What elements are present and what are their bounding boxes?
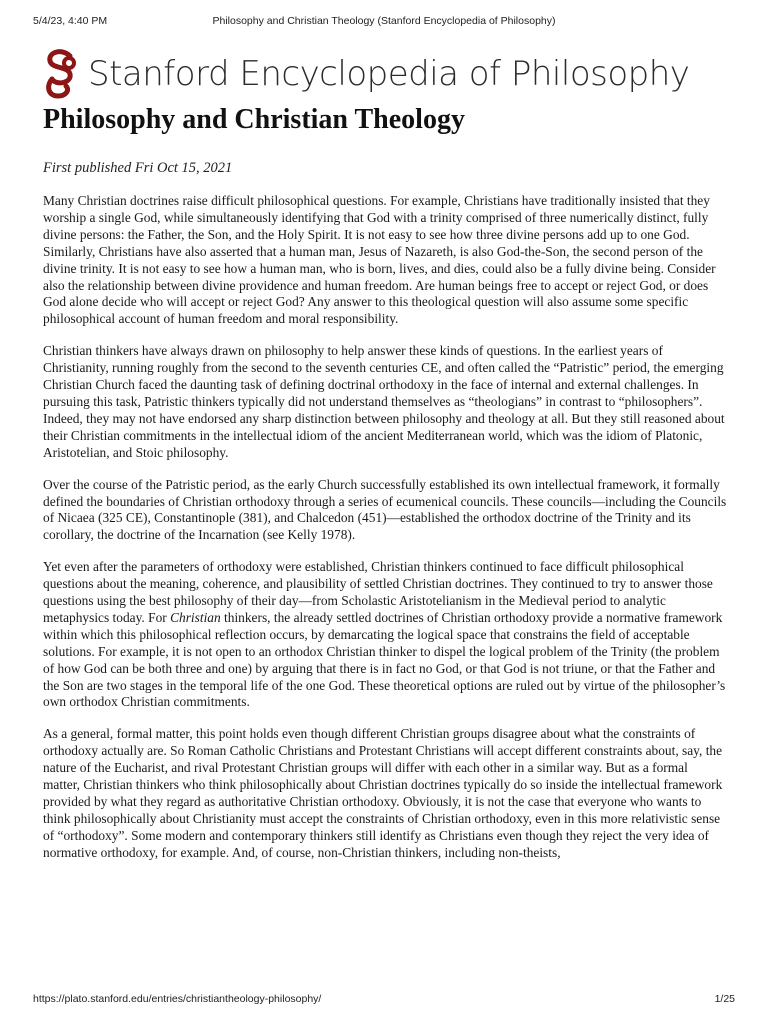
paragraph-5: As a general, formal matter, this point holds even though different Christian groups disagree about what the constraints of orthodoxy actually are. So Roman Catholic Christians and Protestant Christians will accept different constraints about, say, the nature of the Eucharist, and rival Protestant Christian groups will differ with each other in a similar way. But as a formal matter, Christian thinkers who think philosophically about Christian doctrines typically do so inside the intellectual framework provided by what they regard as authoritative Christian orthodoxy. Obviously, it is not the case that everyone who wants to think philosophically about Christianity must accept the constraints of Christian orthodoxy, even in this more relativistic sense of “orthodoxy”. Some modern and contemporary thinkers still identify as Christians even though they reject the very idea of normative orthodoxy, for example. And, of course, non-Christian thinkers, including non-theists, xyxy=(43,726,723,860)
site-logo[interactable] xyxy=(40,44,689,104)
paragraph-4 xyxy=(43,559,727,711)
paragraph-3: Over the course of the Patristic period, as the early Church successfully established its own intellectual framework, it formally defined the boundaries of Christian orthodoxy through a series of ecumenical councils. These councils—including the Councils of Nicaea (325 CE), Constantinople (381), and Chalcedon (451)—established the orthodox doctrine of the Trinity and its corollary, the doctrine of the Incarnation (see Kelly 1978). xyxy=(43,476,727,543)
print-footer xyxy=(33,993,735,1009)
paragraph-4-part-2: thinkers, the already settled doctrines of Christian orthodoxy provide a normative framework within which this philosophical reflection occurs, by demarcating the logical space that constrains the field of acceptable solutions. For example, it is not open to an orthodox Christian thinker to dispel the logical problem of the Trinity (the problem of how God can be both three and one) by arguing that there is in fact no God, or that God is not triune, or that the Father and the Son are two stages in the temporal life of the one God. These theoretical options are ruled out by virtue of the philosopher’s own orthodox Christian commitments. xyxy=(43,609,726,710)
paragraph-2: Christian thinkers have always drawn on philosophy to help answer these kinds of questions. In the earliest years of Christianity, running roughly from the second to the seventh centuries CE, and often called the “Patristic” period, the emerging Christian Church faced the daunting task of defining doctrinal orthodoxy in the face of internal and external challenges. In pursuing this task, Patristic thinkers typically did not understand themselves as “theologians” in contrast to “philosophers”. Indeed, they may not have endorsed any sharp distinction between philosophy and theology at all. But they still reasoned about their Christian commitments in the intellectual idiom of the ancient Mediterranean world, which was the idiom of Platonic, Aristotelian, and Stoic philosophy. xyxy=(43,343,725,460)
paragraph-4-part-1: Yet even after the parameters of orthodoxy were established, Christian thinkers continued to face difficult philosophical questions about the meaning, coherence, and plausibility of settled Christian doctrines. They continued to try to answer those questions using the best philosophy of their day—from Scholastic Aristotelianism in the Medieval period to analytic metaphysics today. For xyxy=(43,559,713,625)
entry-title: Philosophy and Christian Theology xyxy=(43,104,465,135)
article-preamble xyxy=(43,193,727,877)
publication-info: First published Fri Oct 15, 2021 xyxy=(43,160,233,176)
site-name: Stanford Encyclopedia of Philosophy xyxy=(88,54,690,94)
paragraph-4-emphasis: Christian xyxy=(170,609,221,625)
print-datetime: 5/4/23, 4:40 PM xyxy=(33,15,108,27)
sep-logo-icon xyxy=(40,46,82,102)
print-url[interactable]: https://plato.stanford.edu/entries/christiantheology-philosophy/ xyxy=(33,993,322,1005)
page-indicator: 1/25 xyxy=(714,993,735,1005)
paragraph-1: Many Christian doctrines raise difficult philosophical questions. For example, Christians have traditionally insisted that they worship a single God, while simultaneously identifying that God with a trinity comprised of three numerically distinct, fully divine persons: the Father, the Son, and the Holy Spirit. It is not easy to see how three divine persons add up to one God. Similarly, Christians have also asserted that a human man, Jesus of Nazareth, is also God-the-Son, the second person of the divine trinity. It is not easy to see how a human man, who is born, lives, and dies, could also be a fully divine being. Consider also the relationship between divine providence and human freedom. Are human beings free to accept or reject God, or does God alone decide who will accept or reject God? Any answer to this theological question will also assume some specific philosophical account of human freedom and moral responsibility. xyxy=(43,193,716,327)
print-page-title: Philosophy and Christian Theology (Stanford Encyclopedia of Philosophy) xyxy=(212,15,556,27)
